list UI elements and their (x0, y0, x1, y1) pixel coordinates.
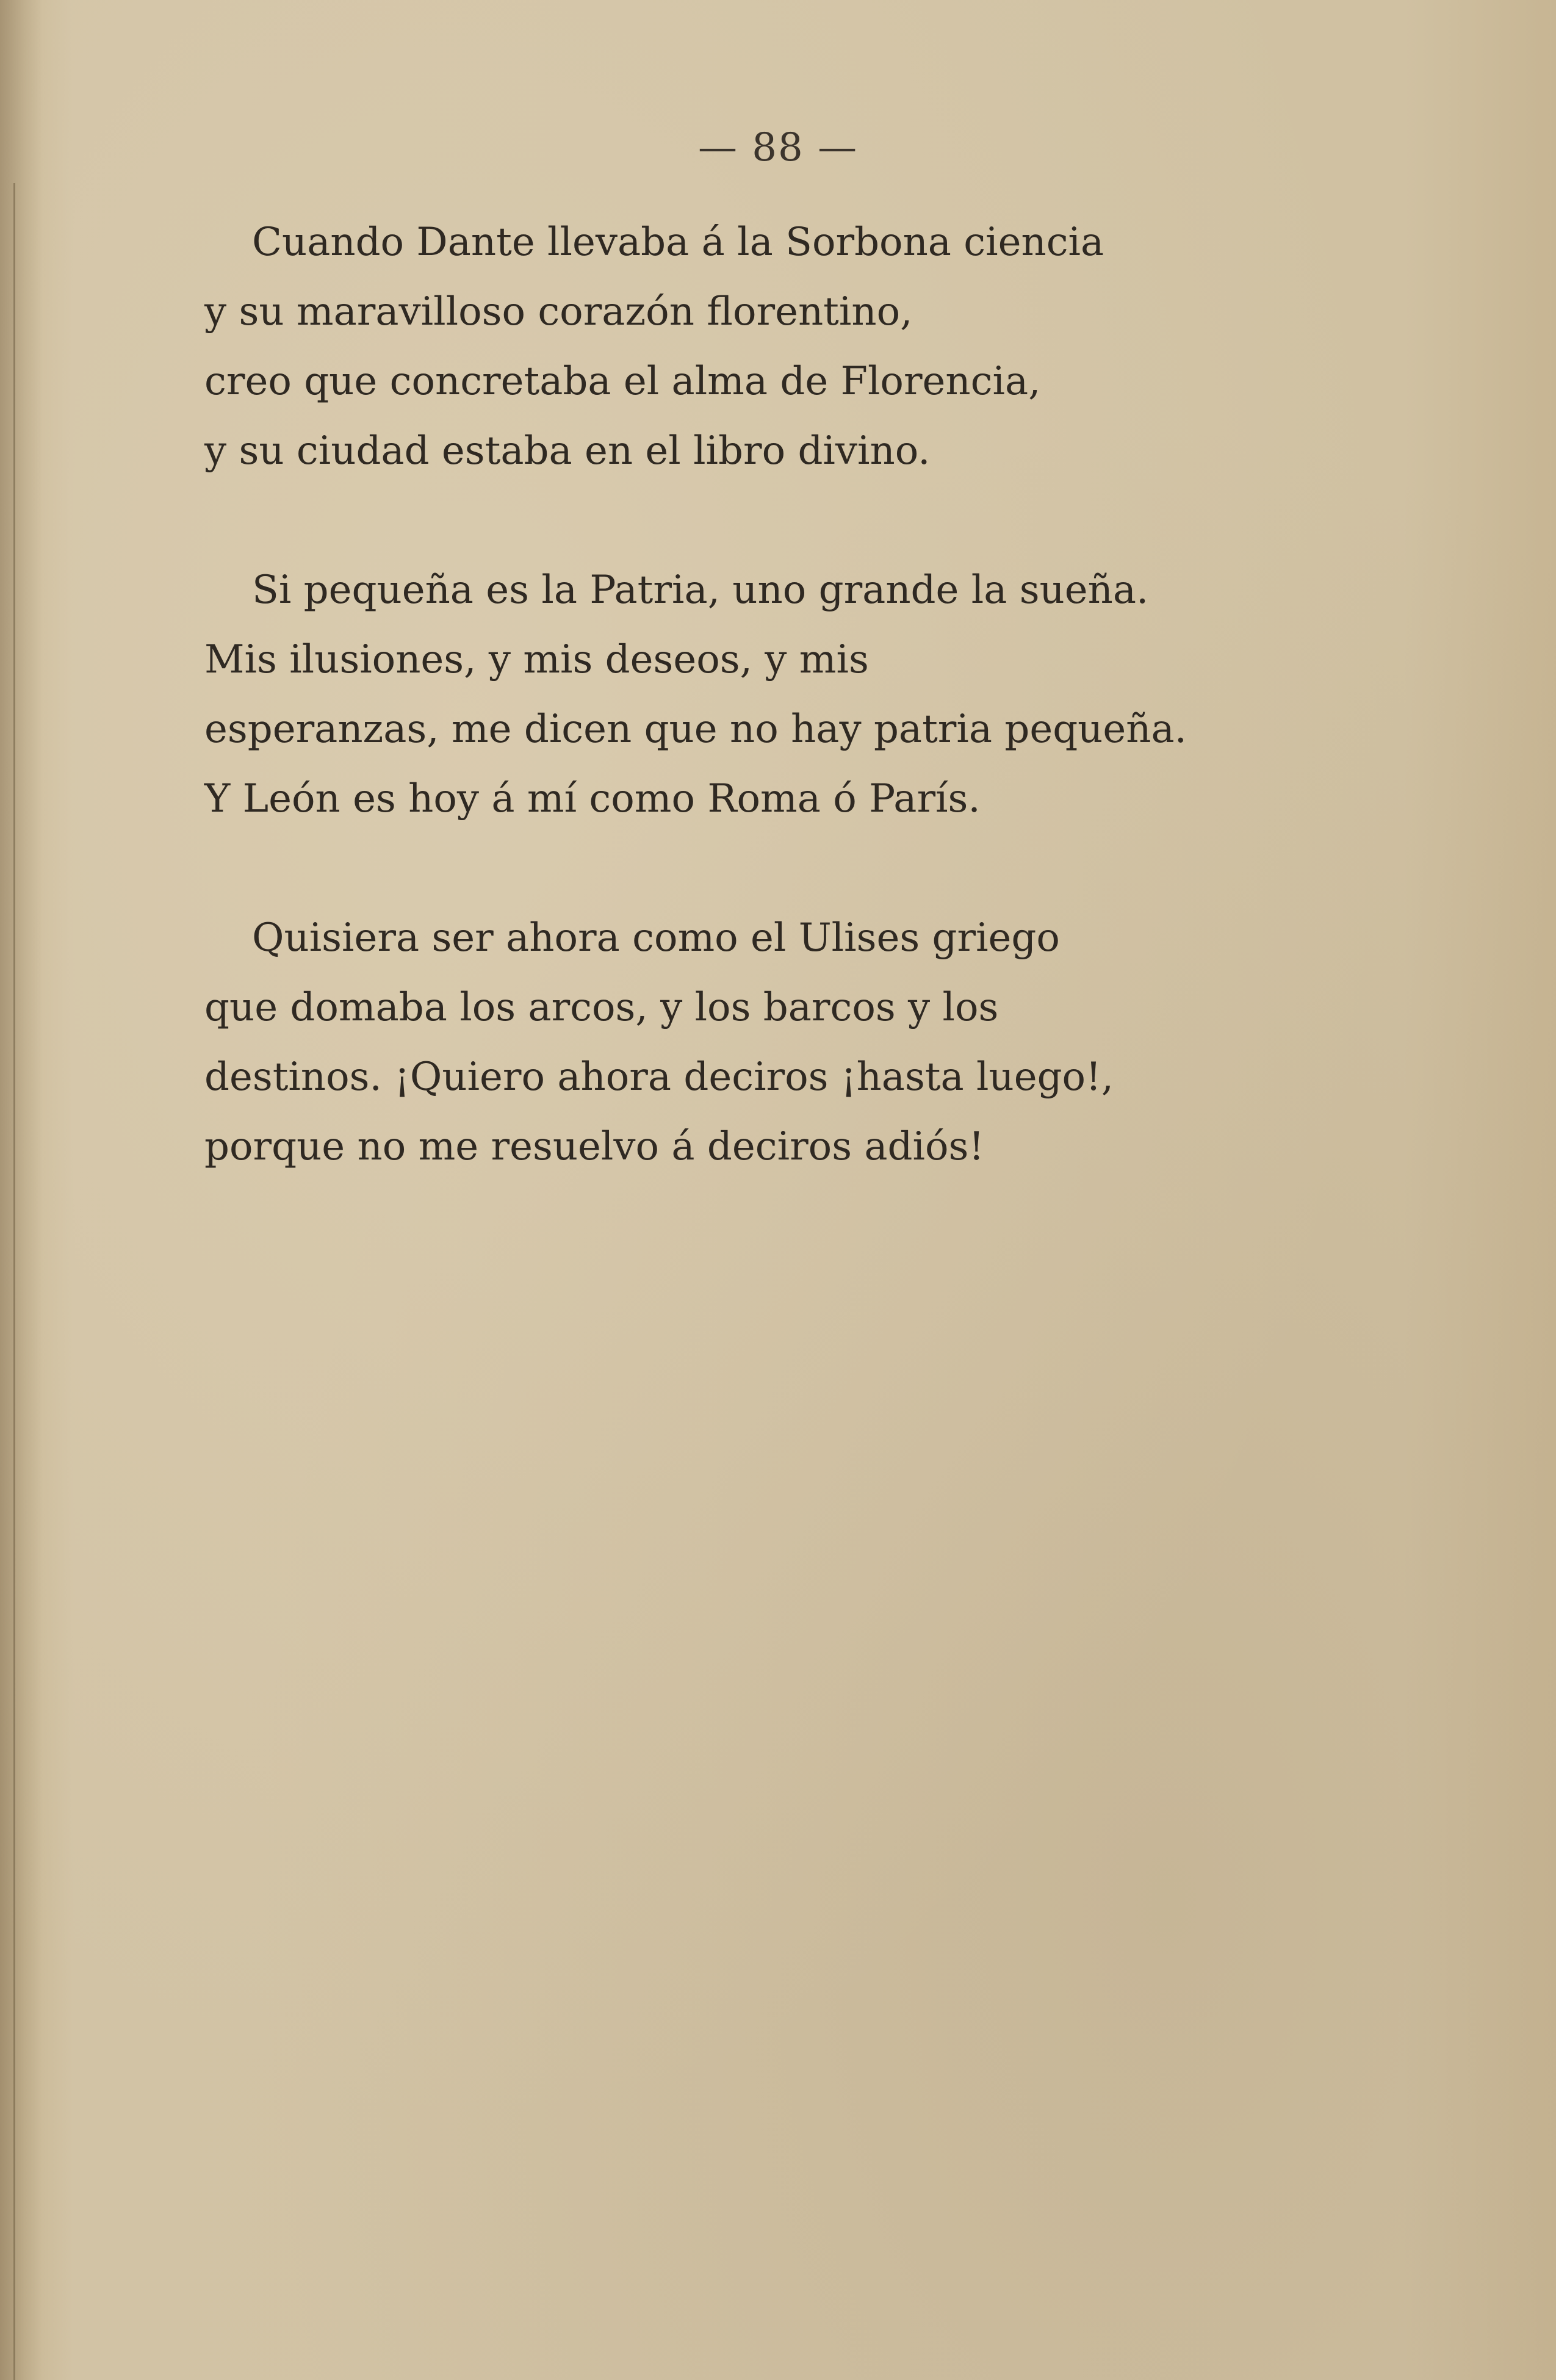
page-number: — 88 — (697, 125, 859, 170)
page-edge-line (13, 183, 15, 2380)
binding-shadow (0, 0, 43, 2380)
verse-line: creo que concretaba el alma de Florencia, (204, 359, 1041, 404)
verse-line: y su ciudad estaba en el libro divino. (204, 428, 931, 474)
stanza-2 (204, 555, 1364, 834)
verse-line: Quisiera ser ahora como el Ulises griego (252, 915, 1060, 961)
verse-line: Y León es hoy á mí como Roma ó París. (204, 776, 981, 821)
verse-line: que domaba los arcos, y los barcos y los (204, 985, 999, 1030)
verse-line: Mis ilusiones, y mis deseos, y mis (204, 637, 869, 682)
stanza-1 (204, 207, 1364, 486)
verse-line: Cuando Dante llevaba á la Sorbona ciencia (252, 220, 1104, 265)
verse-line: Si pequeña es la Patria, uno grande la sueña. (252, 568, 1149, 613)
poem-text (204, 207, 1364, 1251)
verse-line: y su maravilloso corazón florentino, (204, 289, 913, 334)
verse-line: destinos. ¡Quiero ahora deciros ¡hasta luego!, (204, 1055, 1114, 1100)
verse-line: esperanzas, me dicen que no hay patria pequeña. (204, 707, 1187, 752)
verse-line: porque no me resuelvo á deciros adiós! (204, 1124, 985, 1169)
stanza-3 (204, 903, 1364, 1181)
